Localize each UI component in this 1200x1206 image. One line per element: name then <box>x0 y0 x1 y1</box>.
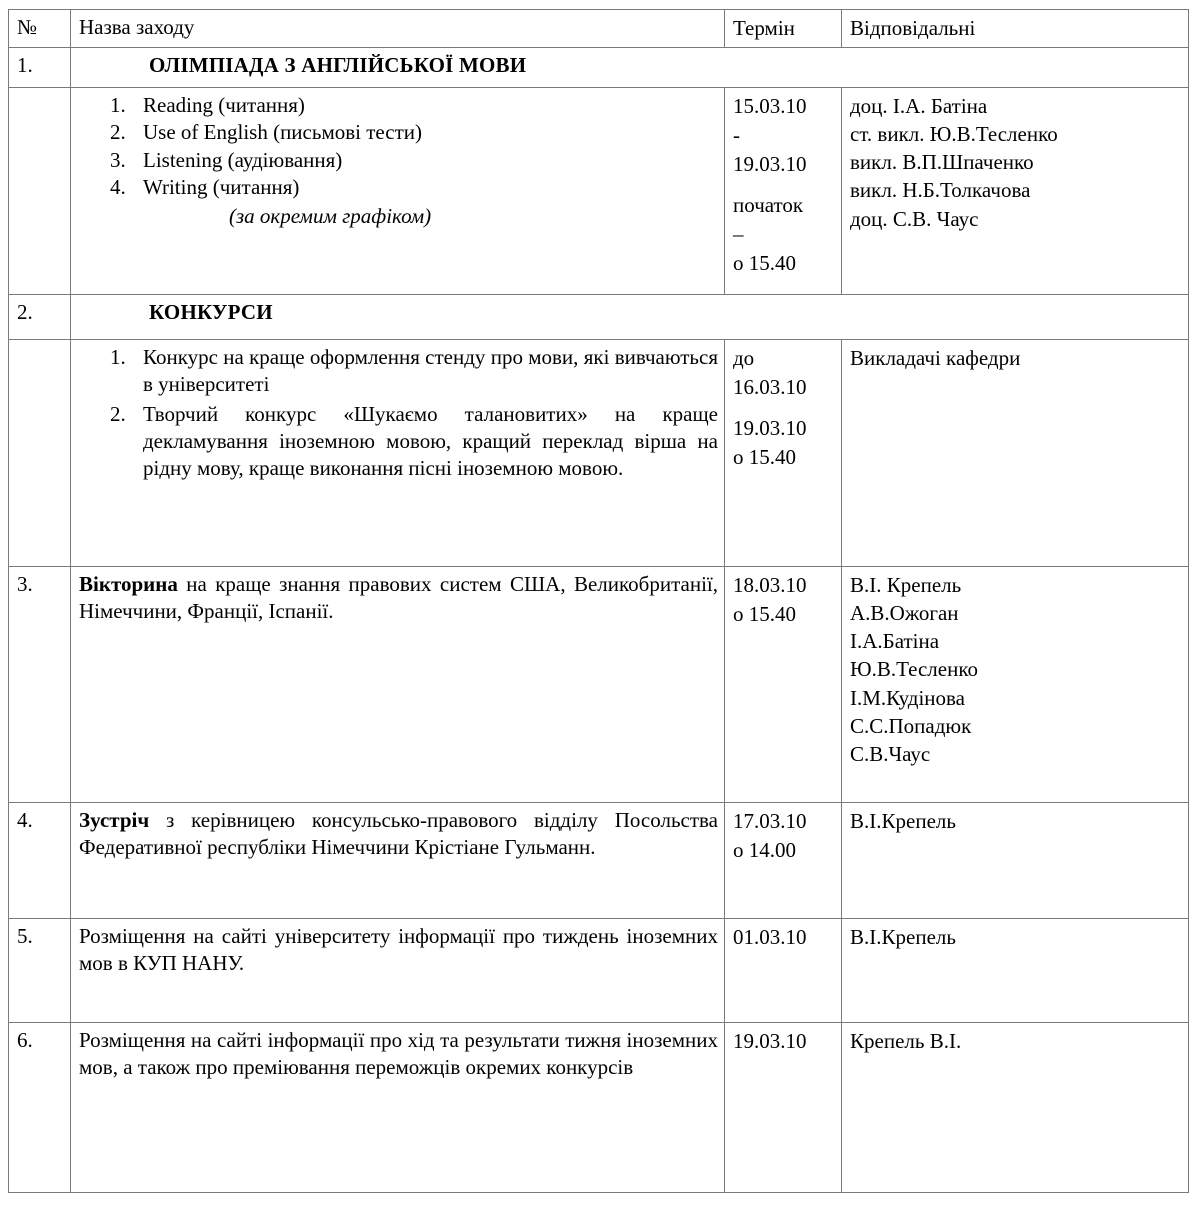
meeting-text: з керівницею консульсько-правового відділу Посольства Федеративної республіки Німеччини Крістіане Гульманн. <box>79 808 718 860</box>
meeting-responsible-cell <box>842 803 1189 919</box>
date-line: початок <box>733 192 804 217</box>
date-group <box>733 923 835 952</box>
responsible-list <box>850 92 1182 233</box>
responsible-name: доц. С.В. Чаус <box>850 206 979 231</box>
responsible-name: викл. Н.Б.Толкачова <box>850 178 1031 203</box>
table-row-website-results <box>9 1023 1189 1193</box>
date-group <box>733 571 835 629</box>
website-results-cell <box>71 1023 725 1193</box>
section-title-olympiad: ОЛІМПІАДА З АНГЛІЙСЬКОЇ МОВИ <box>71 48 1189 88</box>
table-row-meeting <box>9 803 1189 919</box>
website-results-date-cell <box>725 1023 842 1193</box>
olympiad-date-cell <box>725 88 842 295</box>
contests-events-cell <box>71 340 725 567</box>
meeting-lead-word: Зустріч <box>79 808 150 832</box>
date-line: 18.03.10 <box>733 573 807 597</box>
deadline-group <box>733 344 835 402</box>
date-line: о 15.40 <box>733 601 796 626</box>
header-cell-date: Термін <box>725 10 842 48</box>
row-number-1: 1. <box>9 48 71 88</box>
website-announcement-responsible-cell <box>842 919 1189 1023</box>
contests-date-cell <box>725 340 842 567</box>
date-line: о 15.40 <box>733 250 796 275</box>
responsible-name: А.В.Ожоган <box>850 601 959 626</box>
date-line: 16.03.10 <box>733 374 807 399</box>
table-header-row <box>9 10 1189 48</box>
row-number-blank-1 <box>9 88 71 295</box>
header-cell-num: № <box>9 10 71 48</box>
date-line: - <box>733 122 740 147</box>
website-announcement-paragraph: Розміщення на сайті університету інформації про тиждень іноземних мов в КУП НАНУ. <box>79 924 718 976</box>
quiz-date-cell <box>725 567 842 803</box>
meeting-date-cell <box>725 803 842 919</box>
date-line: до <box>733 346 755 370</box>
responsible-list <box>850 807 1182 835</box>
contests-events-list <box>79 344 718 482</box>
responsible-name: В.І.Крепель <box>850 925 956 949</box>
responsible-name: Ю.В.Тесленко <box>850 657 978 682</box>
row-number-3: 3. <box>9 567 71 803</box>
quiz-description-cell <box>71 567 725 803</box>
quiz-paragraph <box>79 571 718 626</box>
table-row-section-olympiad <box>9 48 1189 88</box>
date-group <box>733 1027 835 1056</box>
responsible-name: доц. І.А. Батіна <box>850 94 988 118</box>
responsible-name: С.С.Попадюк <box>850 713 972 738</box>
olympiad-events-cell <box>71 88 725 295</box>
list-item: 4. Writing (читання) <box>131 174 718 201</box>
date-spacer <box>733 179 835 191</box>
list-item: 3. Listening (аудіювання) <box>131 147 718 174</box>
responsible-name: Викладачі кафедри <box>850 346 1021 370</box>
date-line: 17.03.10 <box>733 809 807 833</box>
section-title-contests: КОНКУРСИ <box>71 295 1189 340</box>
list-item: 1. Конкурс на краще оформлення стенду про мови, які вивчаються в університеті <box>131 344 718 399</box>
date-range-group <box>733 92 835 179</box>
olympiad-schedule-note: (за окремим графіком) <box>229 204 432 229</box>
responsible-list <box>850 1027 1182 1055</box>
website-results-paragraph: Розміщення на сайті інформації про хід та результати тижня іноземних мов, а також про преміювання переможців окремих конкурсів <box>79 1028 718 1080</box>
responsible-name: С.В.Чаус <box>850 741 931 766</box>
list-item: 2. Use of English (письмові тести) <box>131 119 718 146</box>
list-item: 1. Reading (читання) <box>131 92 718 119</box>
responsible-name: В.І.Крепель <box>850 809 956 833</box>
date-spacer <box>733 402 835 414</box>
row-number-2: 2. <box>9 295 71 340</box>
quiz-responsible-cell <box>842 567 1189 803</box>
responsible-list <box>850 571 1182 768</box>
schedule-table <box>8 9 1189 1193</box>
website-announcement-cell <box>71 919 725 1023</box>
responsible-name: Крепель В.І. <box>850 1029 962 1053</box>
meeting-paragraph <box>79 807 718 862</box>
responsible-name: І.М.Кудінова <box>850 685 965 710</box>
olympiad-responsible-cell <box>842 88 1189 295</box>
date-line: – <box>733 221 744 246</box>
row-number-6: 6. <box>9 1023 71 1193</box>
olympiad-events-list <box>79 92 718 201</box>
responsible-name: ст. викл. Ю.В.Тесленко <box>850 122 1058 147</box>
date-group <box>733 807 835 865</box>
meeting-description-cell <box>71 803 725 919</box>
date-line: 19.03.10 <box>733 1029 807 1053</box>
row-number-blank-2 <box>9 340 71 567</box>
table-row-quiz <box>9 567 1189 803</box>
date-line: о 14.00 <box>733 837 796 862</box>
responsible-list <box>850 923 1182 951</box>
row-number-4: 4. <box>9 803 71 919</box>
website-results-responsible-cell <box>842 1023 1189 1193</box>
date-line: о 15.40 <box>733 444 796 469</box>
start-time-group <box>733 191 835 278</box>
list-item: 2. Творчий конкурс «Шукаємо талановитих» на краще декламування іноземною мовою, кращий переклад вірша на рідну мову, краще виконання пісні іноземною мовою. <box>131 401 718 483</box>
website-announcement-date-cell <box>725 919 842 1023</box>
row-number-5: 5. <box>9 919 71 1023</box>
table-row-section-contests <box>9 295 1189 340</box>
date-line: 15.03.10 <box>733 94 807 118</box>
header-cell-resp: Відповідальні <box>842 10 1189 48</box>
contests-responsible-cell <box>842 340 1189 567</box>
quiz-lead-word: Вікторина <box>79 572 178 596</box>
header-cell-name: Назва заходу <box>71 10 725 48</box>
date-line: 01.03.10 <box>733 925 807 949</box>
responsible-name: І.А.Батіна <box>850 629 940 654</box>
event-time-group <box>733 414 835 472</box>
responsible-list <box>850 344 1182 372</box>
table-row-olympiad-body <box>9 88 1189 295</box>
table-row-contests-body <box>9 340 1189 567</box>
date-line: 19.03.10 <box>733 151 807 176</box>
date-line: 19.03.10 <box>733 415 807 440</box>
table-row-website-announcement <box>9 919 1189 1023</box>
quiz-text: на краще знання правових систем США, Великобританії, Німеччини, Франції, Іспанії. <box>79 572 718 624</box>
responsible-name: викл. В.П.Шпаченко <box>850 150 1034 175</box>
responsible-name: В.І. Крепель <box>850 573 962 597</box>
